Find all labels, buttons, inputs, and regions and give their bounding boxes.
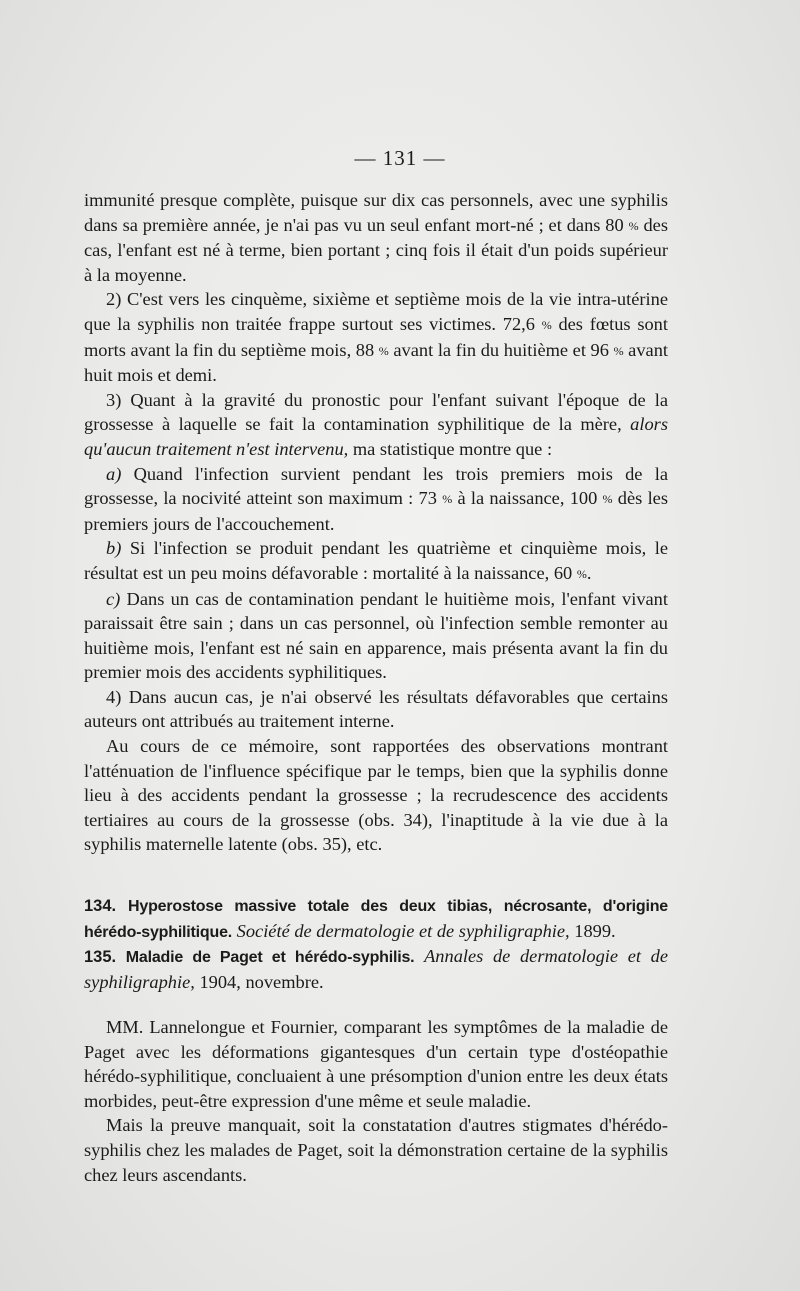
lower-text-block	[84, 1015, 668, 1187]
entry-number: 134.	[84, 897, 117, 915]
text-segment: dès les premiers jours de l'accouchement.	[84, 488, 668, 534]
percent-sign: %	[628, 218, 639, 233]
text-segment: des cas, l'enfant est né à terme, bien portant ; cinq fois il était d'un poids supérieur à la moyenne.	[84, 214, 668, 285]
text-segment: immunité presque complète, puisque sur dix cas personnels, avec une syphilis dans sa première année, je n'ai pas vu un seul enfant mort-né ; et dans 80	[84, 190, 668, 235]
text-segment: Si l'infection se produit pendant les quatrième et cinquième mois, le résultat est un peu moins défavorable : mortalité à la naissance, 60	[84, 538, 668, 583]
main-text-block	[84, 188, 668, 857]
text-segment: Dans un cas de contamination pendant le huitième mois, l'enfant vivant paraissait être sain ; dans un cas personnel, où l'infection semble remonter au huitième mois, l'enfant est né sain en apparence, mais présenta avant la fin du premier mois des accidents syphilitiques.	[84, 588, 668, 683]
bibliography-entry-134	[84, 893, 668, 945]
paragraph	[84, 734, 668, 857]
page-number: — 131 —	[354, 146, 446, 170]
entry-number: 135.	[84, 948, 117, 966]
text-segment: des fœtus sont morts avant la fin du septième mois, 88	[84, 313, 668, 360]
paragraph	[84, 685, 668, 734]
text-segment: Au cours de ce mémoire, sont rapportées des observations montrant l'atténuation de l'influence spécifique par le temps, bien que la syphilis donne lieu à des accidents pendant la grossesse ; la recrudescence des accidents tertiaires au cours de la grossesse (obs. 34), l'inaptitude à la vie due à la syphilis maternelle latente (obs. 35), etc.	[84, 736, 668, 855]
percent-sign: %	[613, 343, 624, 358]
entry-date: 1904, novembre.	[199, 972, 324, 992]
text-segment: à la naissance, 100	[452, 488, 603, 509]
entry-title: Hyperostose massive totale des deux tibias, nécrosante, d'origine hérédo-syphilitique.	[84, 898, 668, 941]
entry-journal: Annales de dermatologie et de syphiligraphie,	[84, 946, 668, 992]
paragraph	[84, 287, 668, 387]
percent-sign: %	[378, 343, 389, 358]
paragraph	[84, 188, 668, 287]
text-segment: 3) Quant à la gravité du pronostic pour l'enfant suivant l'époque de la grossesse à laquelle se fait la contamination syphilitique de la mère,	[84, 389, 668, 435]
percent-sign: %	[602, 492, 613, 507]
text-segment: 4) Dans aucun cas, je n'ai observé les résultats défavorables que certains auteurs ont attribués au traitement interne.	[84, 686, 668, 732]
entry-title: Maladie de Paget et hérédo-syphilis.	[125, 949, 415, 966]
text-segment: Quand l'infection survient pendant les trois premiers mois de la grossesse, la nocivité atteint son maximum : 73	[84, 463, 668, 509]
text-segment: Mais la preuve manquait, soit la constatation d'autres stigmates d'hérédo-syphilis chez les malades de Paget, soit la démonstration certaine de la syphilis chez leurs ascendants.	[84, 1115, 668, 1185]
paragraph	[84, 536, 668, 586]
text-segment: MM. Lannelongue et Fournier, comparant les symptômes de la maladie de Paget avec les déformations gigantesques d'un certain type d'ostéopathie hérédo-syphilitique, concluaient à une présomption d'union entre les deux états morbides, peut-être expression d'une même et seule maladie.	[84, 1017, 668, 1111]
percent-sign: %	[541, 317, 552, 332]
text-segment: avant huit mois et demi.	[84, 339, 668, 386]
italic-text: a)	[106, 463, 122, 484]
bibliography-entry-135	[84, 944, 668, 994]
italic-text: c)	[106, 588, 121, 609]
text-segment: avant la fin du huitième et 96	[388, 339, 614, 360]
italic-text: b)	[106, 538, 122, 559]
text-segment: .	[586, 562, 592, 583]
paragraph	[84, 388, 668, 462]
italic-text: alors qu'aucun traitement n'est intervenu,	[84, 414, 668, 459]
text-segment: 2) C'est vers les cinquème, sixième et septième mois de la vie intra-utérine que la syphilis non traitée frappe surtout ses victimes. 72,6	[84, 289, 668, 334]
paragraph	[84, 1015, 668, 1113]
percent-sign: %	[576, 566, 587, 581]
percent-sign: %	[442, 492, 453, 507]
paragraph	[84, 1113, 668, 1187]
entry-date: 1899.	[574, 921, 616, 941]
entry-journal: Société de dermatologie et de syphiligraphie,	[236, 921, 570, 941]
paragraph	[84, 462, 668, 537]
paragraph	[84, 587, 668, 685]
text-segment: ma statistique montre que :	[348, 438, 553, 459]
